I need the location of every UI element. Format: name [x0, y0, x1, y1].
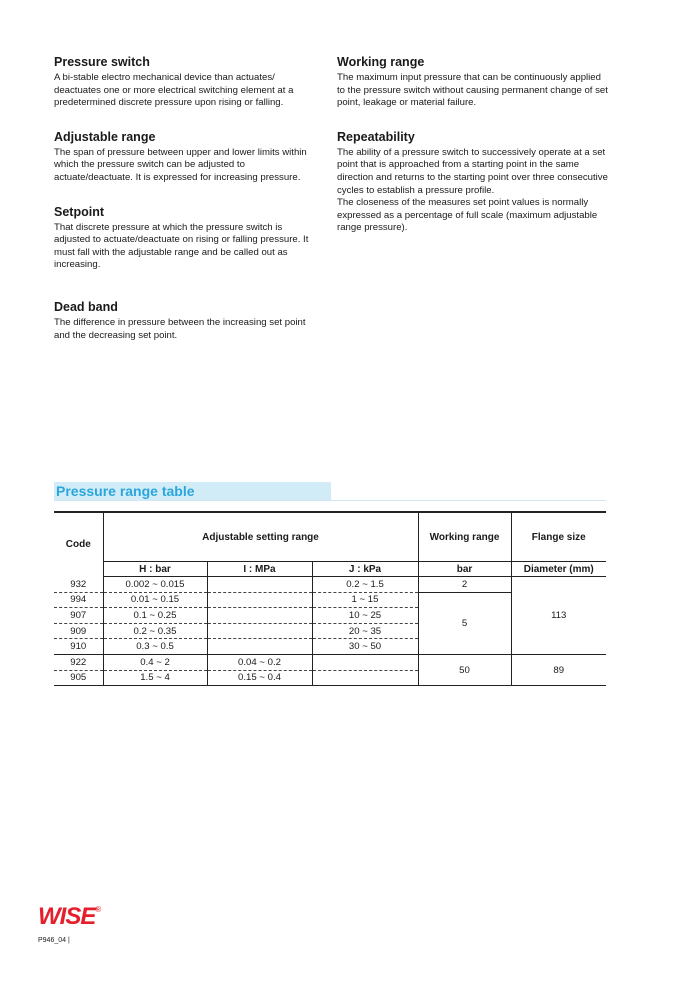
cell-i: 0.15 ~ 0.4	[207, 670, 312, 686]
definition-body-extra: The closeness of the measures set point values is normally expressed as a percentage of full scale (maximum adjustable range pressure).	[337, 197, 598, 234]
header-flange-unit: Diameter (mm)	[511, 562, 606, 577]
cell-code: 907	[54, 608, 103, 624]
cell-code: 994	[54, 592, 103, 608]
cell-j	[312, 670, 418, 686]
cell-h: 0.3 ~ 0.5	[103, 639, 207, 655]
registered-mark: ®	[95, 905, 102, 914]
definition-title: Setpoint	[54, 204, 104, 219]
header-working-range: Working range	[418, 512, 511, 562]
cell-code: 905	[70, 672, 87, 684]
cell-j: 1 ~ 15	[312, 592, 418, 608]
page-code: P946_04 |	[38, 937, 70, 944]
definition-title: Pressure switch	[54, 55, 150, 69]
cell-i	[207, 577, 312, 593]
definition-body: A bi-stable electro mechanical device than actuates/ deactuates one or more electrical switching element at a predetermined discrete pressure upon rising or falling.	[54, 72, 294, 109]
cell-flange: 113	[511, 577, 606, 655]
cell-j: 10 ~ 25	[312, 608, 418, 624]
header-adjustable-setting-range: Adjustable setting range	[103, 512, 418, 562]
definition-body: The maximum input pressure that can be continuously applied to the pressure switch without causing permanent change of set point, leakage or material failure.	[337, 72, 608, 109]
definitions-right-column	[337, 55, 609, 255]
cell-code: 910	[54, 639, 103, 655]
cell-code: 922	[54, 654, 103, 670]
cell-h: 1.5 ~ 4	[103, 670, 207, 686]
cell-code: 909	[54, 623, 103, 639]
definition-body: The ability of a pressure switch to successively operate at a set point that is approached from a starting point in the same direction and returns to the starting point over three consecutive cycles to establish a pressure profile.	[337, 146, 608, 196]
definition-body: The span of pressure between upper and lower limits within which the pressure switch can be adjusted to actuate/deactuate. It is expressed for increasing pressure.	[54, 146, 307, 183]
definition-adjustable-range	[54, 130, 316, 185]
wise-logo	[38, 903, 101, 931]
cell-h: 0.1 ~ 0.25	[103, 608, 207, 624]
header-j-kpa: J : kPa	[312, 562, 418, 577]
header-i-mpa: I : MPa	[207, 562, 312, 577]
table-row	[54, 577, 606, 593]
definition-dead-band	[54, 300, 316, 342]
cell-working: 5	[418, 592, 511, 654]
header-working-unit: bar	[418, 562, 511, 577]
cell-h: 0.4 ~ 2	[103, 654, 207, 670]
definition-setpoint	[54, 205, 316, 272]
cell-j: 30 ~ 50	[312, 639, 418, 655]
cell-working: 50	[418, 654, 511, 685]
definition-title: Adjustable range	[54, 129, 156, 144]
cell-h: 0.2 ~ 0.35	[103, 623, 207, 639]
heading-text: Pressure range table	[56, 483, 195, 499]
cell-h: 0.01 ~ 0.15	[103, 592, 207, 608]
cell-j: 0.2 ~ 1.5	[312, 577, 418, 593]
cell-working: 2	[418, 577, 511, 593]
pressure-range-table-heading	[54, 482, 606, 501]
definition-working-range	[337, 55, 609, 110]
pressure-range-table	[54, 511, 606, 686]
definition-title: Dead band	[54, 299, 118, 314]
cell-i: 0.04 ~ 0.2	[207, 654, 312, 670]
header-code: Code	[65, 539, 91, 551]
cell-j	[312, 654, 418, 670]
table-header-row	[54, 512, 606, 562]
cell-j: 20 ~ 35	[312, 623, 418, 639]
header-h-bar: H : bar	[103, 562, 207, 577]
cell-flange: 89	[511, 654, 606, 685]
cell-i	[207, 639, 312, 655]
cell-h: 0.002 ~ 0.015	[103, 577, 207, 593]
definition-pressure-switch	[54, 55, 316, 110]
header-flange-size: Flange size	[511, 512, 606, 562]
definition-title: Repeatability	[337, 129, 415, 144]
table-row	[54, 654, 606, 670]
definition-repeatability	[337, 130, 609, 235]
brand-name: WISE	[38, 903, 96, 930]
cell-code: 932	[54, 577, 103, 593]
cell-i	[207, 623, 312, 639]
definition-title: Working range	[337, 55, 425, 69]
definition-body: That discrete pressure at which the pressure switch is adjusted to actuate/deactuate on rising or falling pressure. It must fall with the adjustable range and be called out as increasing.	[54, 221, 309, 271]
cell-i	[207, 608, 312, 624]
definition-body: The difference in pressure between the increasing set point and the decreasing set point.	[54, 316, 306, 341]
table-subheader-row	[54, 562, 606, 577]
definitions-left-column	[54, 55, 316, 362]
cell-i	[207, 592, 312, 608]
